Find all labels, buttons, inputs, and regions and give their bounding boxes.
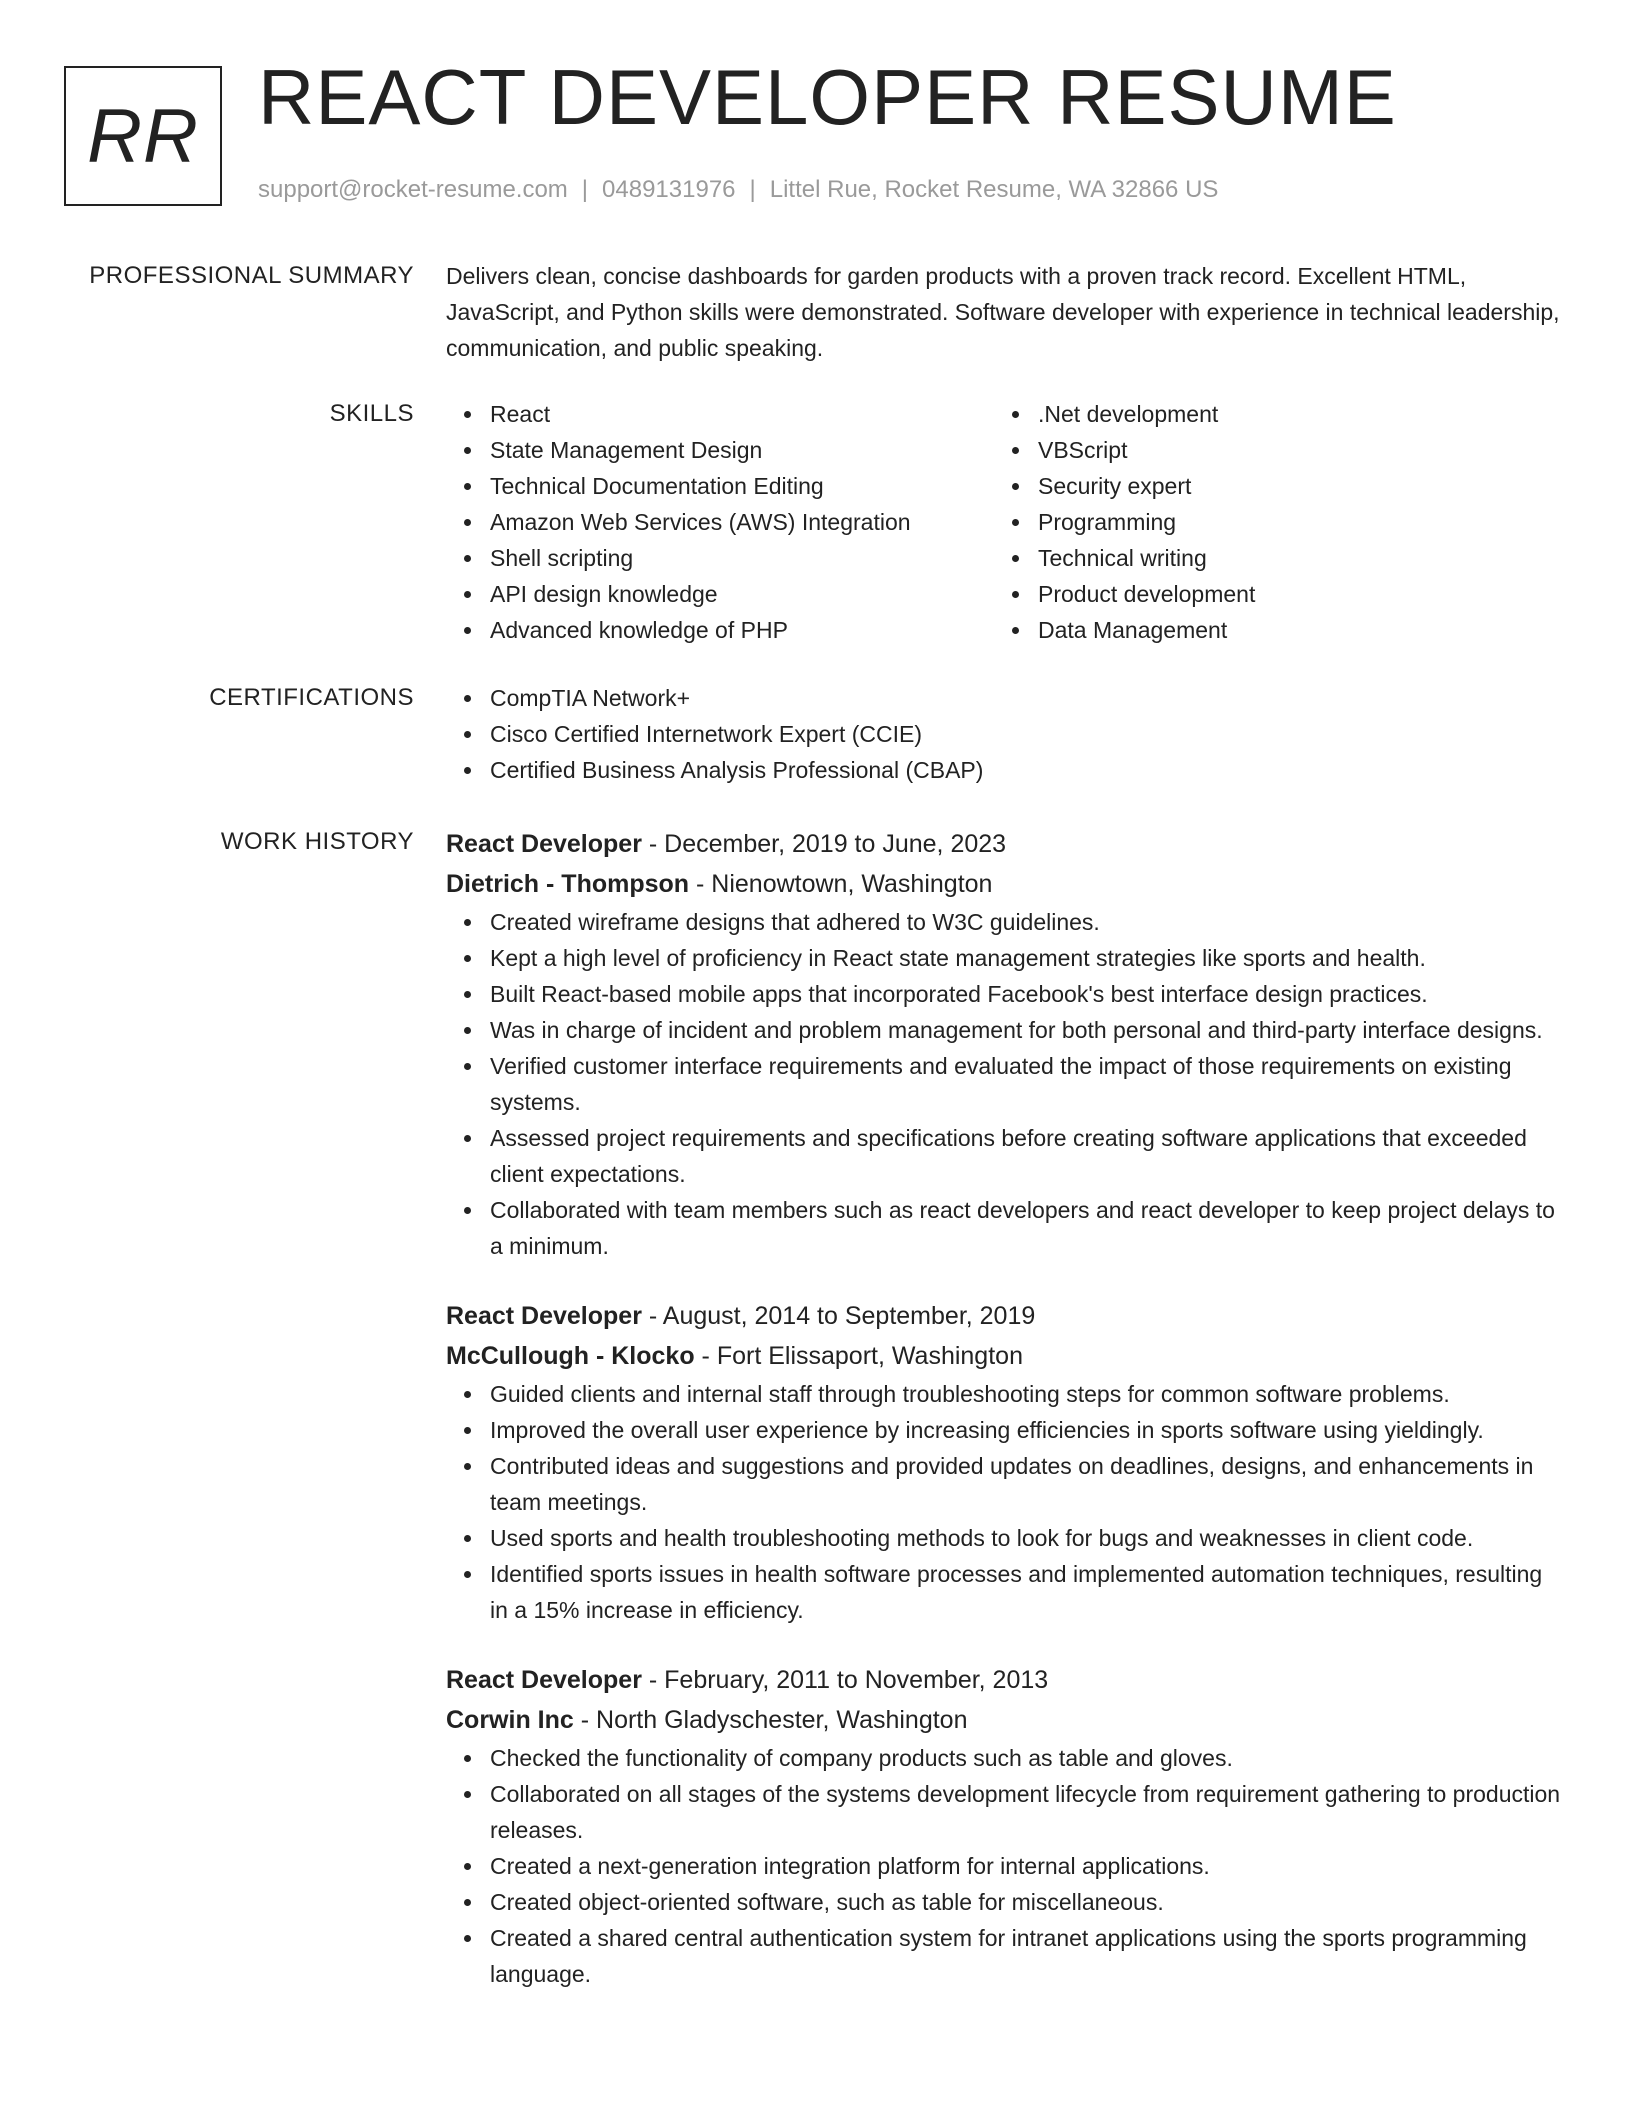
contact-separator: | [749, 176, 756, 203]
job-bullets [446, 1376, 1566, 1628]
job-location: - Fort Elissaport, Washington [694, 1342, 1023, 1370]
job-title: React Developer [446, 1666, 642, 1694]
job-dates: - February, 2011 to November, 2013 [641, 1666, 1049, 1694]
skill-item: Security expert [994, 468, 1542, 504]
work-history-body [446, 824, 1566, 1992]
job-bullet-item: Kept a high level of proficiency in React state management strategies like sports and health. [446, 940, 1566, 976]
job-company-line [446, 1700, 1566, 1740]
skill-item: Programming [994, 504, 1542, 540]
skill-item: Shell scripting [446, 540, 994, 576]
job-bullet-item: Guided clients and internal staff through troubleshooting steps for common software problems. [446, 1376, 1566, 1412]
job-bullets [446, 904, 1566, 1264]
job-entry [446, 824, 1566, 1264]
job-bullet-item: Collaborated on all stages of the systems development lifecycle from requirement gathering to production releases. [446, 1776, 1566, 1848]
job-company-line [446, 1336, 1566, 1376]
skill-item: Amazon Web Services (AWS) Integration [446, 504, 994, 540]
skill-item: Technical Documentation Editing [446, 468, 994, 504]
job-title: React Developer [446, 1302, 642, 1330]
skill-item: Data Management [994, 612, 1542, 648]
job-company: McCullough - Klocko [446, 1342, 695, 1370]
skill-item: Technical writing [994, 540, 1542, 576]
job-title-line [446, 1296, 1566, 1336]
job-title: React Developer [446, 830, 642, 858]
job-dates: - December, 2019 to June, 2023 [641, 830, 1007, 858]
job-company-line [446, 864, 1566, 904]
monogram-initials: RR [87, 93, 199, 179]
skills-list-right [994, 396, 1542, 648]
skill-item: .Net development [994, 396, 1542, 432]
skill-item: Advanced knowledge of PHP [446, 612, 994, 648]
skill-item: React [446, 396, 994, 432]
job-company: Dietrich - Thompson [446, 870, 690, 898]
section-label-work-history: WORK HISTORY [220, 828, 414, 855]
job-bullet-item: Was in charge of incident and problem management for both personal and third-party interface designs. [446, 1012, 1566, 1048]
job-dates: - August, 2014 to September, 2019 [641, 1302, 1036, 1330]
job-bullet-item: Collaborated with team members such as react developers and react developer to keep project delays to a minimum. [446, 1192, 1566, 1264]
job-bullet-item: Verified customer interface requirements and evaluated the impact of those requirements on existing systems. [446, 1048, 1566, 1120]
skills-columns [446, 396, 1566, 648]
job-title-line [446, 1660, 1566, 1700]
contact-separator: | [581, 176, 589, 203]
job-location: - Nienowtown, Washington [689, 870, 993, 898]
job-bullet-item: Assessed project requirements and specifications before creating software applications that exceeded client expectations. [446, 1120, 1566, 1192]
contact-phone: 0489131976 [602, 176, 736, 203]
section-label-summary: PROFESSIONAL SUMMARY [89, 262, 414, 289]
certifications-list [446, 680, 1566, 788]
section-label-skills: SKILLS [329, 400, 414, 427]
skill-item: VBScript [994, 432, 1542, 468]
certification-item: Certified Business Analysis Professional (CBAP) [446, 752, 1566, 788]
monogram-box [64, 66, 222, 206]
job-title-line [446, 824, 1566, 864]
job-bullet-item: Checked the functionality of company products such as table and gloves. [446, 1740, 1566, 1776]
summary-text: Delivers clean, concise dashboards for garden products with a proven track record. Excellent HTML, JavaScript, and Python skills were demonstrated. Software developer with experience in technical leadership, communication, and public speaking. [446, 263, 1560, 361]
job-bullet-item: Created a next-generation integration platform for internal applications. [446, 1848, 1566, 1884]
job-bullet-item: Identified sports issues in health software processes and implemented automation techniques, resulting in a 15% increase in efficiency. [446, 1556, 1566, 1628]
job-entry [446, 1660, 1566, 1992]
job-location: - North Gladyschester, Washington [573, 1706, 968, 1734]
contact-email: support@rocket-resume.com [258, 176, 568, 203]
resume-title: REACT DEVELOPER RESUME [258, 53, 1397, 141]
job-bullet-item: Created wireframe designs that adhered to W3C guidelines. [446, 904, 1566, 940]
section-label-certifications: CERTIFICATIONS [209, 684, 414, 711]
skill-item: Product development [994, 576, 1542, 612]
contact-line [258, 176, 1218, 204]
job-bullet-item: Improved the overall user experience by increasing efficiencies in sports software using yieldingly. [446, 1412, 1566, 1448]
skill-item: API design knowledge [446, 576, 994, 612]
job-bullet-item: Created a shared central authentication system for intranet applications using the sports programming language. [446, 1920, 1566, 1992]
job-company: Corwin Inc [446, 1706, 574, 1734]
skills-list-left [446, 396, 994, 648]
job-bullets [446, 1740, 1566, 1992]
skill-item: State Management Design [446, 432, 994, 468]
certification-item: CompTIA Network+ [446, 680, 1566, 716]
job-bullet-item: Created object-oriented software, such as table for miscellaneous. [446, 1884, 1566, 1920]
job-bullet-item: Used sports and health troubleshooting methods to look for bugs and weaknesses in client code. [446, 1520, 1566, 1556]
certifications-body [446, 680, 1566, 788]
job-bullet-item: Built React-based mobile apps that incorporated Facebook's best interface design practices. [446, 976, 1566, 1012]
certification-item: Cisco Certified Internetwork Expert (CCIE) [446, 716, 1566, 752]
job-bullet-item: Contributed ideas and suggestions and provided updates on deadlines, designs, and enhancements in team meetings. [446, 1448, 1566, 1520]
contact-address: Littel Rue, Rocket Resume, WA 32866 US [769, 176, 1219, 203]
job-entry [446, 1296, 1566, 1628]
